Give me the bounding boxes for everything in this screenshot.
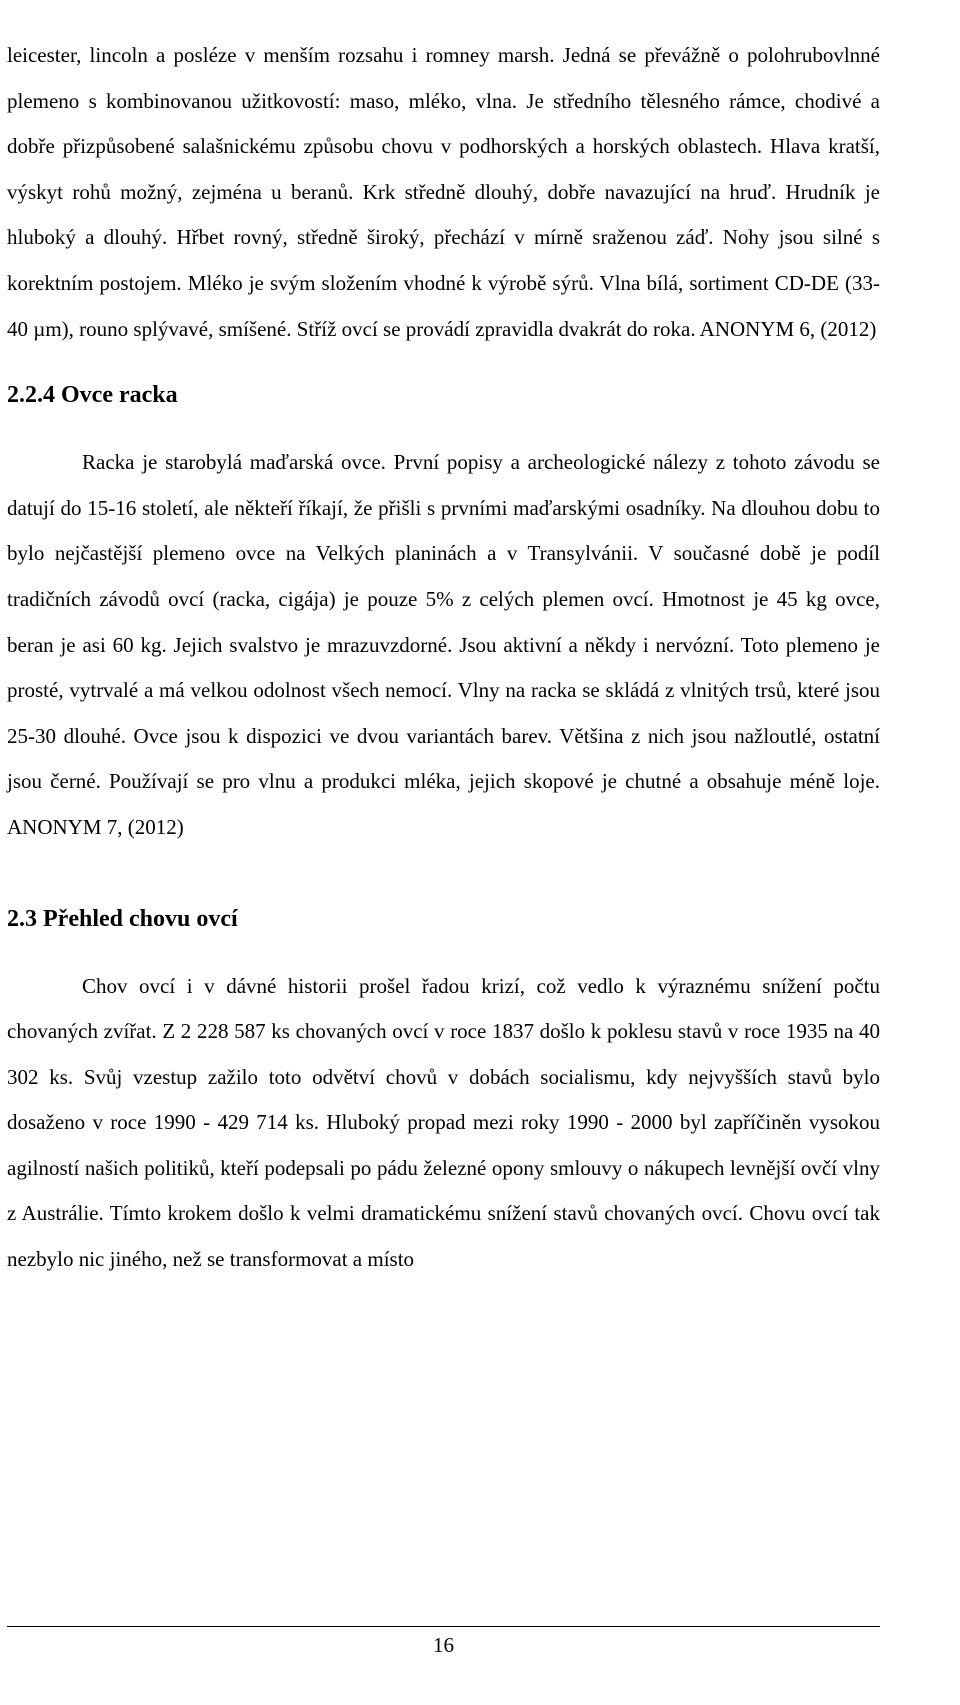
paragraph-racka: Racka je starobylá maďarská ovce. První popisy a archeologické nálezy z tohoto závodu se datují do 15-16 století, ale někteří říkají, že přišli s prvními maďarskými osadníky. Na dlouhou dobu to bylo nejčastější plemeno ovce na Velkých planinách a v Transylvánii. V současné době je podíl tradičních závodů ovcí (racka, cigája) je pouze 5% z celých plemen ovcí. Hmotnost je 45 kg ovce, beran je asi 60 kg. Jejich svalstvo je mrazuvzdorné. Jsou aktivní a někdy i nervózní. Toto plemeno je prosté, vytrvalé a má velkou odolnost všech nemocí. Vlny na racka se skládá z vlnitých trsů, které jsou 25-30 dlouhé. Ovce jsou k dispozici ve dvou variantách barev. Většina z nich jsou nažloutlé, ostatní jsou černé. Používají se pro vlnu a produkci mléka, jejich skopové je chutné a obsahuje méně loje. ANONYM 7, (2012) — [7, 450, 880, 839]
paragraph-breed-description: leicester, lincoln a posléze v menším rozsahu i romney marsh. Jedná se převážně o polohrubovlnné plemeno s kombinovanou užitkovostí: maso, mléko, vlna. Je středního tělesného rámce, chodivé a dobře přizpůsobené salašnickému způsobu chovu v podhorských a horských oblastech. Hlava kratší, výskyt rohů možný, zejména u beranů. Krk středně dlouhý, dobře navazující na hruď. Hrudník je hluboký a dlouhý. Hřbet rovný, středně široký, přechází v mírně sraženou záď. Nohy jsou silné s korektním postojem. Mléko je svým složením vhodné k výrobě sýrů. Vlna bílá, sortiment CD-DE (33-40 µm), rouno splývavé, smíšené. Stříž ovcí se provádí zpravidla dvakrát do roka. ANONYM 6, (2012) — [7, 43, 880, 341]
page-number: 16 — [433, 1633, 454, 1657]
section-heading-ovce-racka: 2.2.4 Ovce racka — [7, 382, 178, 409]
paragraph-prehled-chovu: Chov ovcí i v dávné historii prošel řadou krizí, což vedlo k výraznému snížení počtu chovaných zvířat. Z 2 228 587 ks chovaných ovcí v roce 1837 došlo k poklesu stavů v roce 1935 na 40 302 ks. Svůj vzestup zažilo toto odvětví chovů v dobách socialismu, kdy nejvyšších stavů bylo dosaženo v roce 1990 - 429 714 ks. Hluboký propad mezi roky 1990 - 2000 byl zapříčiněn vysokou agilností našich politiků, kteří podepsali po pádu železné opony smlouvy o nákupech levnější ovčí vlny z Austrálie. Tímto krokem došlo k velmi dramatickému snížení stavů chovaných ovcí. Chovu ovcí tak nezbylo nic jiného, než se transformovat a místo — [7, 973, 880, 1272]
footer-divider — [7, 1626, 880, 1627]
document-page — [7, 33, 880, 1283]
section-heading-prehled-chovu: 2.3 Přehled chovu ovcí — [7, 905, 238, 932]
